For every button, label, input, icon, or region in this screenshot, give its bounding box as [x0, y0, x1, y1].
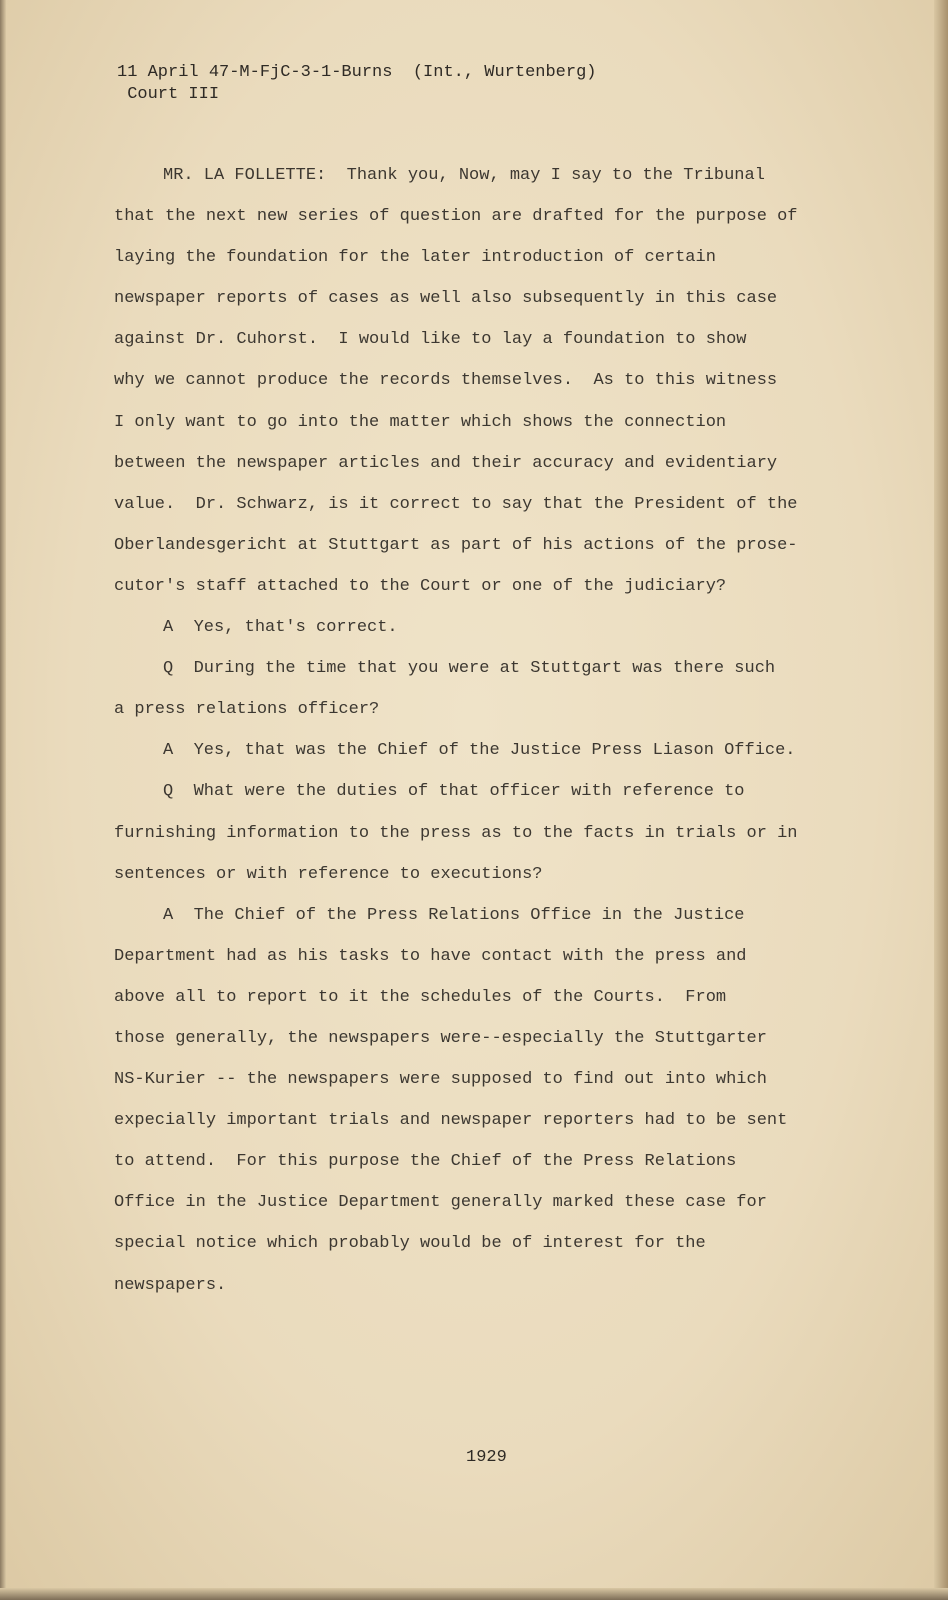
transcript-line: that the next new series of question are drafted for the purpose of	[114, 207, 798, 227]
transcript-line: A Yes, that's correct.	[163, 618, 398, 638]
transcript-line: NS-Kurier -- the newspapers were supposed to find out into which	[114, 1070, 767, 1090]
transcript-line: A Yes, that was the Chief of the Justice Press Liason Office.	[163, 741, 796, 761]
paper-edge-right	[934, 0, 948, 1600]
transcript-line: Oberlandesgericht at Stuttgart as part of his actions of the prose-	[114, 535, 798, 555]
transcript-body	[114, 155, 798, 1306]
document-header	[117, 62, 596, 106]
transcript-line: Q What were the duties of that officer with reference to	[163, 782, 745, 802]
transcript-line: why we cannot produce the records themselves. As to this witness	[114, 371, 778, 391]
transcript-line: between the newspaper articles and their accuracy and evidentiary	[114, 453, 778, 473]
transcript-line: Q During the time that you were at Stuttgart was there such	[163, 659, 776, 679]
paper-edge-left	[0, 0, 6, 1600]
transcript-line: expecially important trials and newspaper reporters had to be sent	[114, 1111, 788, 1131]
transcript-line: those generally, the newspapers were--especially the Stuttgarter	[114, 1028, 767, 1048]
transcript-line: Office in the Justice Department generally marked these case for	[114, 1193, 767, 1213]
paper-edge-bottom	[0, 1588, 948, 1600]
header-reference: 11 April 47-M-FjC-3-1-Burns (Int., Wurtenberg)	[117, 63, 597, 82]
transcript-line: sentences or with reference to executions?	[114, 864, 543, 884]
page-number: 1929	[466, 1448, 507, 1467]
transcript-line: against Dr. Cuhorst. I would like to lay a foundation to show	[114, 330, 747, 350]
transcript-line: furnishing information to the press as to the facts in trials or in	[114, 823, 798, 843]
transcript-line: to attend. For this purpose the Chief of the Press Relations	[114, 1152, 737, 1172]
transcript-line: value. Dr. Schwarz, is it correct to say that the President of the	[114, 494, 798, 514]
transcript-line: Department had as his tasks to have contact with the press and	[114, 946, 747, 966]
transcript-line: newspaper reports of cases as well also subsequently in this case	[114, 289, 778, 309]
transcript-line: laying the foundation for the later introduction of certain	[114, 248, 716, 268]
transcript-line: cutor's staff attached to the Court or one of the judiciary?	[114, 576, 727, 596]
transcript-line: special notice which probably would be of interest for the	[114, 1234, 706, 1254]
transcript-line: a press relations officer?	[114, 700, 380, 720]
transcript-line: I only want to go into the matter which shows the connection	[114, 412, 727, 432]
transcript-line: newspapers.	[114, 1275, 227, 1295]
transcript-line: A The Chief of the Press Relations Office in the Justice	[163, 905, 745, 925]
transcript-line: MR. LA FOLLETTE: Thank you, Now, may I say to the Tribunal	[163, 166, 765, 185]
header-court: Court III	[117, 85, 220, 104]
transcript-line: above all to report to it the schedules of the Courts. From	[114, 987, 727, 1007]
